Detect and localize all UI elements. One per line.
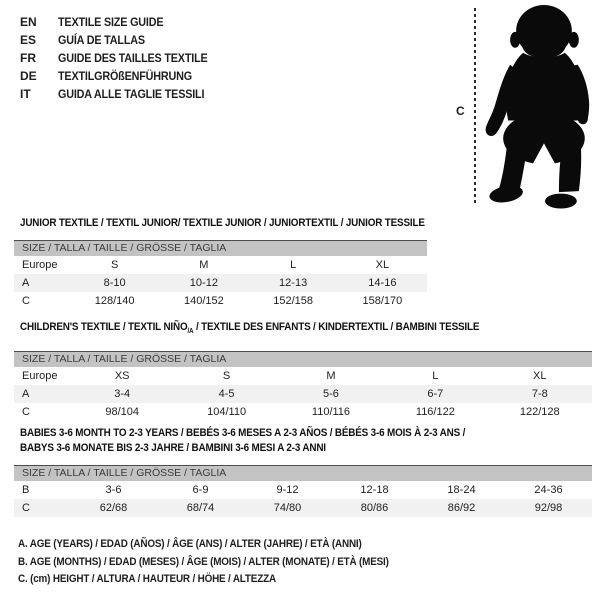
size-cell: 14-16	[368, 277, 397, 289]
children-table-title-text: CHILDREN'S TEXTILE / TEXTIL $NIÑO_{/A}$ / TEXTILE DES ENFANTS / KINDERTEXTIL / BAMBINI TESSILE	[20, 321, 480, 336]
junior-size-table	[14, 256, 427, 310]
size-cell: 62/68	[99, 502, 128, 514]
size-cell: 122/128	[519, 406, 560, 419]
size-cell: XL	[533, 370, 547, 383]
size-cell: 110/116	[311, 406, 351, 419]
size-cell: XS	[114, 370, 130, 383]
size-cell: 12-13	[279, 277, 308, 289]
table-row	[14, 499, 592, 517]
language-label: TEXTILE SIZE GUIDE	[58, 15, 164, 29]
babies-textile-section	[14, 426, 592, 517]
size-cell: S	[222, 370, 231, 383]
size-cell: 9-12	[276, 484, 299, 496]
row-label: A	[22, 277, 30, 289]
size-cell: 12-18	[360, 484, 389, 496]
language-row	[20, 13, 224, 31]
size-cell: 74/80	[273, 502, 302, 514]
row-label: Europe	[22, 259, 58, 271]
size-cell: 158/170	[362, 295, 403, 307]
size-cell: 4-5	[218, 388, 235, 401]
size-header-text: SIZE / TALLA / TAILLE / GRÖSSE / TAGLIA	[22, 353, 227, 366]
row-label: A	[22, 388, 30, 401]
size-cell: 104/110	[207, 406, 247, 419]
table-row	[14, 481, 592, 499]
table-row	[14, 403, 592, 421]
babies-table-title-line1: BABIES 3-6 MONTH TO 2-3 YEARS / BEBÉS 3-6 MESES A 2-3 AÑOS / BÉBÉS 3-6 MOIS À 2-3 ANS /	[20, 427, 466, 439]
size-cell: M	[199, 259, 209, 271]
language-row	[20, 49, 224, 67]
size-cell: 92/98	[534, 502, 563, 514]
language-title-list	[20, 13, 224, 103]
size-cell: 86/92	[447, 502, 476, 514]
size-cell: 140/152	[183, 295, 224, 307]
size-header-bar	[14, 351, 592, 367]
language-code: DE	[20, 69, 37, 83]
row-label: C	[22, 406, 30, 419]
legend-line-c: C. (cm) HEIGHT / ALTURA / HAUTEUR / HÖHE / ALTEZZA	[18, 573, 276, 586]
language-row	[20, 85, 224, 103]
size-cell: 80/86	[360, 502, 389, 514]
size-cell: L	[290, 259, 297, 271]
language-code: FR	[20, 51, 36, 65]
measure-legend	[18, 536, 430, 589]
language-code: EN	[20, 15, 37, 29]
size-cell: XL	[375, 259, 390, 271]
size-header-text: SIZE / TALLA / TAILLE / GRÖSSE / TAGLIA	[22, 467, 227, 479]
row-label: C	[22, 502, 30, 514]
junior-textile-section	[14, 217, 427, 310]
children-size-table	[14, 367, 592, 421]
baby-silhouette-icon	[478, 3, 598, 212]
size-cell: 152/158	[273, 295, 313, 307]
height-measure-label: C	[456, 104, 465, 118]
language-code: IT	[20, 87, 31, 101]
size-cell: 98/104	[105, 406, 140, 419]
language-row	[20, 67, 224, 85]
size-cell: L	[432, 370, 439, 383]
babies-table-title-line2: BABYS 3-6 MONATE BIS 2-3 JAHRE / BAMBINI 3-6 MESI A 2-3 ANNI	[20, 442, 326, 454]
table-row	[14, 292, 427, 310]
size-cell: 18-24	[447, 484, 476, 496]
size-cell: 3-6	[105, 484, 122, 496]
size-header-bar	[14, 465, 592, 481]
baby-figure	[450, 0, 600, 215]
size-cell: 8-10	[103, 277, 126, 289]
table-row	[14, 274, 427, 292]
size-cell: 116/122	[415, 406, 455, 419]
size-cell: 3-4	[114, 388, 131, 401]
children-textile-section	[14, 321, 592, 421]
size-cell: 7-8	[531, 388, 548, 401]
size-cell: 10-12	[189, 277, 218, 289]
table-row	[14, 385, 592, 403]
size-cell: S	[110, 259, 119, 271]
row-label: C	[22, 295, 30, 307]
junior-table-title	[14, 217, 427, 229]
table-row	[14, 256, 427, 274]
size-header-text: SIZE / TALLA / TAILLE / GRÖSSE / TAGLIA	[22, 242, 227, 254]
table-row	[14, 367, 592, 385]
children-table-title	[14, 321, 592, 338]
language-label: GUIDA ALLE TAGLIE TESSILI	[58, 87, 205, 101]
language-label: GUIDE DES TAILLES TEXTILE	[58, 51, 208, 65]
junior-table-title-text: JUNIOR TEXTILE / TEXTIL JUNIOR/ TEXTILE JUNIOR / JUNIORTEXTIL / JUNIOR TESSILE	[20, 217, 425, 229]
size-cell: 128/140	[94, 295, 135, 307]
language-row	[20, 31, 224, 49]
size-cell: 5-6	[323, 388, 339, 401]
size-cell: M	[326, 370, 336, 383]
size-cell: 68/74	[186, 502, 215, 514]
language-label: TEXTILGRÖßENFÜHRUNG	[58, 69, 192, 83]
babies-table-title	[14, 426, 592, 456]
babies-size-table	[14, 481, 592, 517]
size-header-bar	[14, 240, 427, 256]
language-label: GUÍA DE TALLAS	[58, 33, 145, 47]
height-measure-dotted-line	[474, 8, 476, 206]
row-label: Europe	[22, 370, 58, 383]
legend-line-a: A. AGE (YEARS) / EDAD (AÑOS) / ÂGE (ANS) / ALTER (JAHRE) / ETÀ (ANNI)	[18, 538, 362, 550]
size-cell: 6-9	[192, 484, 209, 496]
size-cell: 6-7	[427, 388, 444, 401]
size-cell: 24-36	[534, 484, 563, 496]
row-label: B	[22, 484, 30, 496]
legend-line-b: B. AGE (MONTHS) / EDAD (MESES) / ÂGE (MOIS) / ALTER (MONATE) / ETÀ (MESI)	[18, 555, 389, 568]
language-code: ES	[20, 33, 37, 47]
